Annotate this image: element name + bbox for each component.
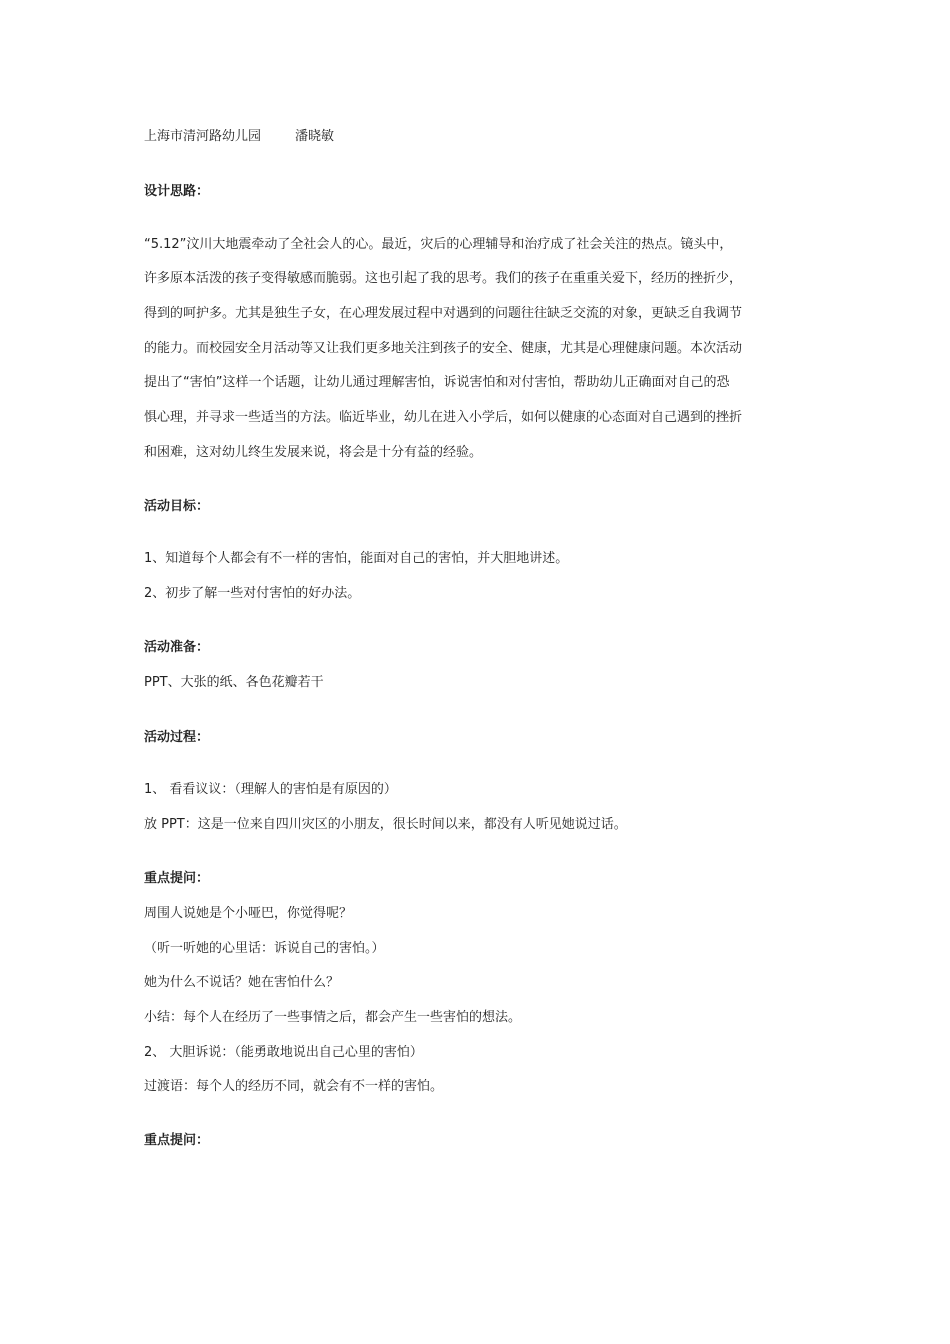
author-name: 潘晓敏 (295, 129, 335, 144)
key-question-heading: 重点提问： (144, 871, 210, 886)
design-paragraph-line: 惧心理，并寻求一些适当的方法。临近毕业，幼儿在进入小学后，如何以健康的心态面对自己遇到的挫折 (144, 410, 743, 425)
process-step-2: 2、 大胆诉说：（能勇敢地说出自己心里的害怕） (144, 1045, 423, 1060)
design-paragraph-line: 的能力。而校园安全月活动等又让我们更多地关注到孩子的安全、健康，尤其是心理健康问题。本次活动 (144, 341, 743, 356)
key-question-line: 周围人说她是个小哑巴，你觉得呢？ (144, 906, 353, 921)
prep-heading: 活动准备： (144, 640, 210, 655)
goal-item: 1、知道每个人都会有不一样的害怕，能面对自己的害怕，并大胆地讲述。 (144, 551, 569, 566)
design-paragraph-line: 和困难，这对幼儿终生发展来说，将会是十分有益的经验。 (144, 445, 483, 460)
prep-text: PPT、大张的纸、各色花瓣若干 (144, 675, 324, 690)
goals-heading: 活动目标： (144, 499, 210, 514)
design-paragraph-line: “5.12”汶川大地震牵动了全社会人的心。最近，灾后的心理辅导和治疗成了社会关注的热点。镜头中， (144, 237, 733, 252)
process-step-1-ppt: 放 PPT：这是一位来自四川灾区的小朋友，很长时间以来，都没有人听见她说过话。 (144, 817, 627, 832)
goal-item: 2、初步了解一些对付害怕的好办法。 (144, 586, 361, 601)
header-line (144, 128, 334, 146)
design-paragraph-line: 提出了“害怕”这样一个话题，让幼儿通过理解害怕，诉说害怕和对付害怕，帮助幼儿正确面对自己的恐 (144, 375, 730, 390)
transition-line: 过渡语：每个人的经历不同，就会有不一样的害怕。 (144, 1079, 444, 1094)
school-name: 上海市清河路幼儿园 (144, 129, 262, 144)
process-heading: 活动过程： (144, 730, 210, 745)
design-paragraph-line: 得到的呵护多。尤其是独生子女，在心理发展过程中对遇到的问题往往缺乏交流的对象，更缺乏自我调节 (144, 306, 743, 321)
process-step-1: 1、 看看议议：（理解人的害怕是有原因的） (144, 782, 397, 797)
key-question-line: （听一听她的心里话：诉说自己的害怕。） (144, 941, 385, 956)
key-question-line: 她为什么不说话？她在害怕什么？ (144, 975, 340, 990)
design-heading: 设计思路： (144, 184, 210, 199)
summary-line: 小结：每个人在经历了一些事情之后，都会产生一些害怕的想法。 (144, 1010, 522, 1025)
key-question-heading-2: 重点提问： (144, 1133, 210, 1148)
design-paragraph-line: 许多原本活泼的孩子变得敏感而脆弱。这也引起了我的思考。我们的孩子在重重关爱下，经历的挫折少， (144, 271, 743, 286)
